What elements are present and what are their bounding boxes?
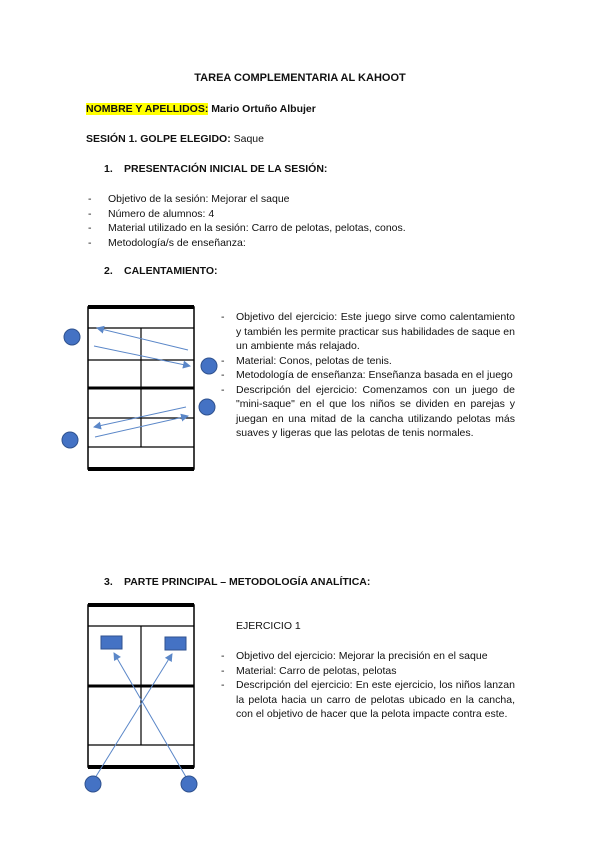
serve-arrow bbox=[94, 407, 186, 427]
name-label: NOMBRE Y APELLIDOS: bbox=[86, 103, 209, 115]
list-item: - Objetivo del ejercicio: Este juego sirve como calentamiento y también les permite practicar sus habilidades de saque en un ambiente más relajado. bbox=[221, 310, 515, 354]
session-value: Saque bbox=[230, 133, 264, 145]
exercise-title: EJERCICIO 1 bbox=[236, 620, 301, 632]
ball-cart-marker bbox=[101, 636, 122, 649]
list-item: - Objetivo del ejercicio: Mejorar la precisión en el saque bbox=[221, 649, 515, 664]
section-2-list bbox=[221, 310, 515, 441]
serve-arrow bbox=[94, 346, 190, 366]
main-court-diagram bbox=[85, 605, 197, 792]
section-3-number: 3. bbox=[104, 576, 113, 588]
section-3-list bbox=[221, 649, 515, 722]
section-1-title: PRESENTACIÓN INICIAL DE LA SESIÓN: bbox=[124, 163, 328, 175]
player-marker bbox=[199, 399, 215, 415]
serve-arrow bbox=[97, 328, 188, 350]
section-3-title: PARTE PRINCIPAL – METODOLOGÍA ANALÍTICA: bbox=[124, 576, 371, 588]
list-item: - Material: Carro de pelotas, pelotas bbox=[221, 664, 515, 679]
player-marker bbox=[181, 776, 197, 792]
list-item: - Descripción del ejercicio: En este ejercicio, los niños lanzan la pelota hacia un carro de pelotas ubicado en la cancha, con el objetivo de hacer que la pelota impacte contra este. bbox=[221, 678, 515, 722]
session-label: SESIÓN 1. GOLPE ELEGIDO: bbox=[86, 133, 231, 145]
document-title: TAREA COMPLEMENTARIA AL KAHOOT bbox=[194, 72, 406, 84]
list-item: - Metodología/s de enseñanza: bbox=[88, 236, 508, 251]
player-marker bbox=[64, 329, 80, 345]
warmup-court-diagram bbox=[62, 307, 217, 469]
player-marker bbox=[62, 432, 78, 448]
player-marker bbox=[201, 358, 217, 374]
serve-arrow bbox=[95, 654, 172, 778]
list-item: - Objetivo de la sesión: Mejorar el saque bbox=[88, 192, 508, 207]
name-value: Mario Ortuño Albujer bbox=[208, 103, 316, 115]
list-item: - Material utilizado en la sesión: Carro de pelotas, pelotas, conos. bbox=[88, 221, 508, 236]
list-item: - Número de alumnos: 4 bbox=[88, 207, 508, 222]
player-marker bbox=[85, 776, 101, 792]
ball-cart-marker bbox=[165, 637, 186, 650]
list-item: - Metodología de enseñanza: Enseñanza basada en el juego bbox=[221, 368, 515, 383]
list-item: - Descripción del ejercicio: Comenzamos con un juego de "mini-saque" en el que los niños se dividen en parejas y juegan en una mitad de la cancha utilizando pelotas más suaves y ligeras que las pelotas de tenis normales. bbox=[221, 383, 515, 441]
section-2-title: CALENTAMIENTO: bbox=[124, 265, 218, 277]
section-3-heading bbox=[104, 576, 370, 588]
section-2-number: 2. bbox=[104, 265, 113, 277]
serve-arrow bbox=[114, 653, 186, 777]
list-item: - Material: Conos, pelotas de tenis. bbox=[221, 354, 515, 369]
section-1-number: 1. bbox=[104, 163, 113, 175]
